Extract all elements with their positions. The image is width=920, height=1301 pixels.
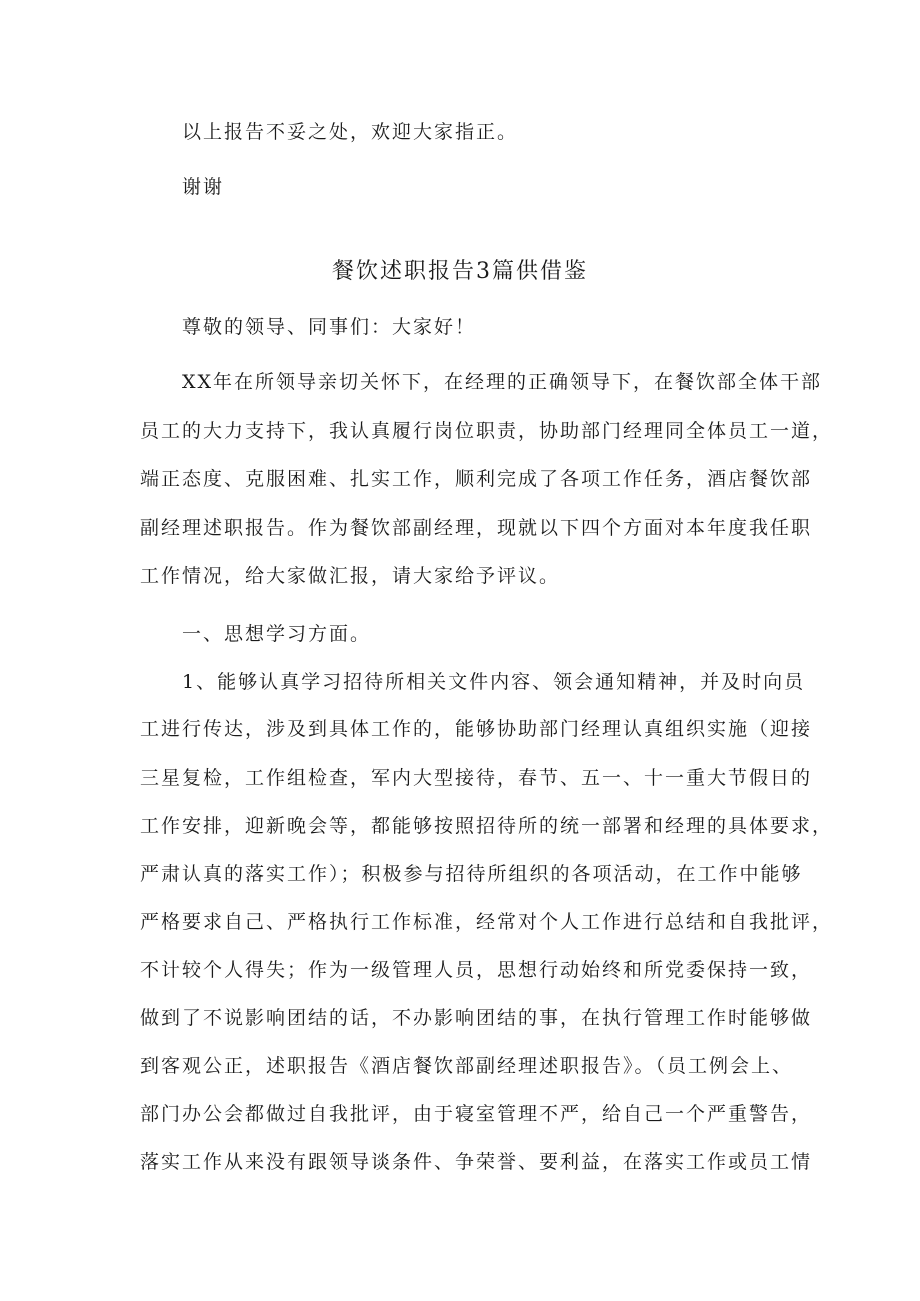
- paragraph-line: 三星复检，工作组检查，军内大型接待，春节、五一、十一重大节假日的: [140, 767, 813, 789]
- paragraph-line: XX年在所领导亲切关怀下，在经理的正确领导下，在餐饮部全体干部: [182, 371, 823, 393]
- paragraph-line: 副经理述职报告。作为餐饮部副经理，现就以下四个方面对本年度我任职: [140, 517, 813, 539]
- thanks-line: 谢谢: [182, 176, 225, 198]
- paragraph-line: 到客观公正，述职报告《酒店餐饮部副经理述职报告》。（员工例会上、: [140, 1055, 794, 1077]
- document-title: 餐饮述职报告3篇供借鉴: [332, 259, 588, 284]
- paragraph-line: 工作安排，迎新晚会等，都能够按照招待所的统一部署和经理的具体要求，: [140, 815, 834, 837]
- section-heading: 一、思想学习方面。: [182, 623, 372, 645]
- paragraph-line: 部门办公会都做过自我批评，由于寝室管理不严，给自己一个严重警告，: [140, 1103, 813, 1125]
- paragraph-line: 不计较个人得失；作为一级管理人员，思想行动始终和所党委保持一致，: [140, 959, 813, 981]
- paragraph-line: 工作情况，给大家做汇报，请大家给予评议。: [140, 565, 561, 587]
- paragraph-line: 严肃认真的落实工作）；积极参与招待所组织的各项活动，在工作中能够: [140, 863, 803, 885]
- paragraph-line: 员工的大力支持下，我认真履行岗位职责，协助部门经理同全体员工一道，: [140, 420, 834, 442]
- paragraph-line: 落实工作从来没有跟领导谈条件、争荣誉、要利益，在落实工作或员工情: [140, 1151, 813, 1173]
- paragraph-line: 端正态度、克服困难、扎实工作，顺利完成了各项工作任务，酒店餐饮部: [140, 468, 813, 490]
- paragraph-line: 严格要求自己、严格执行工作标准，经常对个人工作进行总结和自我批评，: [140, 911, 834, 933]
- paragraph-line: 工进行传达，涉及到具体工作的，能够协助部门经理认真组织实施（迎接: [140, 718, 813, 740]
- greeting-line: 尊敬的领导、同事们：大家好！: [182, 316, 477, 338]
- closing-line: 以上报告不妥之处，欢迎大家指正。: [182, 121, 519, 143]
- paragraph-line: 做到了不说影响团结的话，不办影响团结的事，在执行管理工作时能够做: [140, 1007, 813, 1029]
- paragraph-line: 1、能够认真学习招待所相关文件内容、领会通知精神，并及时向员: [182, 671, 806, 693]
